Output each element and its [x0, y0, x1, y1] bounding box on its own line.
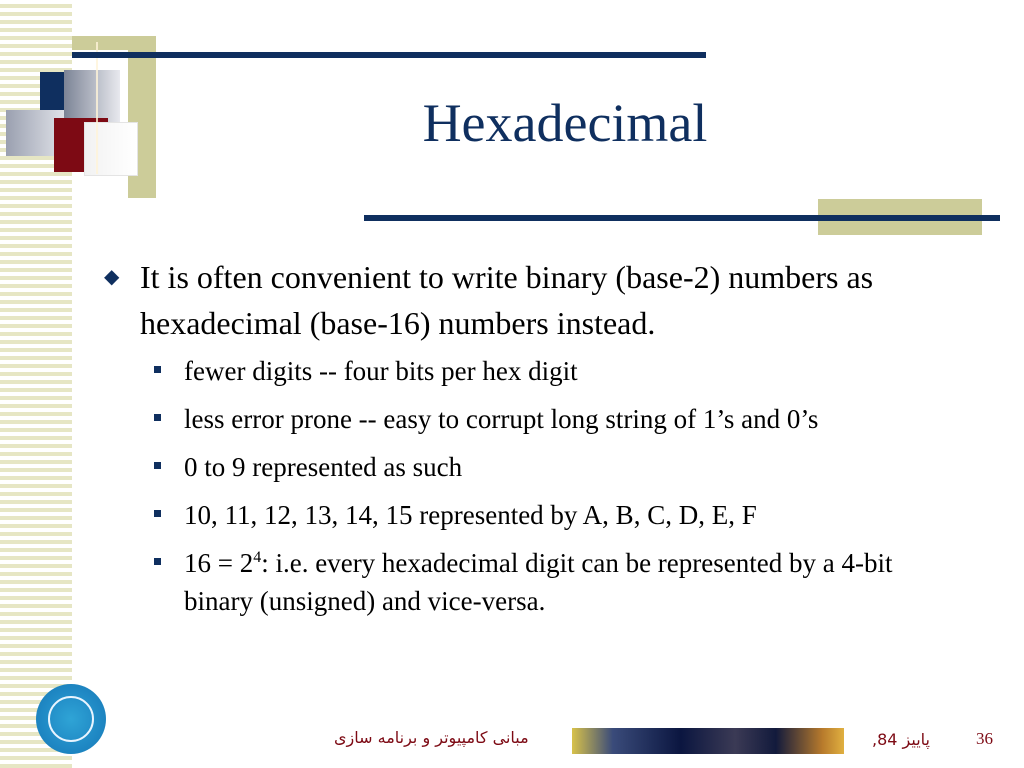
sub-bullet-text: 10, 11, 12, 13, 14, 15 represented by A, B, C, D, E, F: [184, 500, 757, 530]
sub-bullet: [184, 496, 954, 534]
square-bullet-icon: [154, 366, 161, 373]
slide-title: Hexadecimal: [422, 93, 708, 153]
decor-grey-square: [64, 70, 120, 122]
sub-bullet: [184, 352, 954, 390]
footer-date: پاییز 84,: [872, 730, 930, 749]
sub-bullet: [184, 448, 954, 486]
slide-content: [104, 254, 984, 620]
title-rule-top: [72, 52, 706, 58]
sub-bullet-suffix: : i.e. every hexadecimal digit can be represented by a 4-bit binary (unsigned) and vice-versa.: [184, 548, 893, 616]
square-bullet-icon: [154, 462, 161, 469]
logo-ring: [48, 696, 94, 742]
decor-line: [96, 42, 98, 174]
superscript-exponent: 4: [253, 549, 262, 566]
main-bullet: [104, 254, 984, 346]
title-rule-bottom: [364, 215, 1000, 221]
sub-bullet-text: fewer digits -- four bits per hex digit: [184, 356, 578, 386]
diamond-bullet-icon: ◆: [104, 266, 120, 288]
footer-banner-image: [572, 728, 844, 754]
sub-bullet-prefix: 16 = 2: [184, 548, 254, 578]
footer-course-title: مبانی کامپیوتر و برنامه سازی: [334, 728, 529, 747]
decor-tan-top: [72, 36, 156, 50]
sub-bullet: [184, 400, 954, 438]
decor-white-square: [84, 122, 138, 176]
square-bullet-icon: [154, 558, 161, 565]
sub-bullet-text: 0 to 9 represented as such: [184, 452, 463, 482]
main-bullet-text: It is often convenient to write binary (base-2) numbers as hexadecimal (base-16) numbers instead.: [140, 259, 874, 341]
slide-number: 36: [976, 729, 993, 748]
square-bullet-icon: [154, 414, 161, 421]
sub-bullet-text: less error prone -- easy to corrupt long string of 1’s and 0’s: [184, 404, 819, 434]
square-bullet-icon: [154, 510, 161, 517]
sub-bullet: [184, 544, 954, 620]
university-logo: [36, 684, 106, 754]
